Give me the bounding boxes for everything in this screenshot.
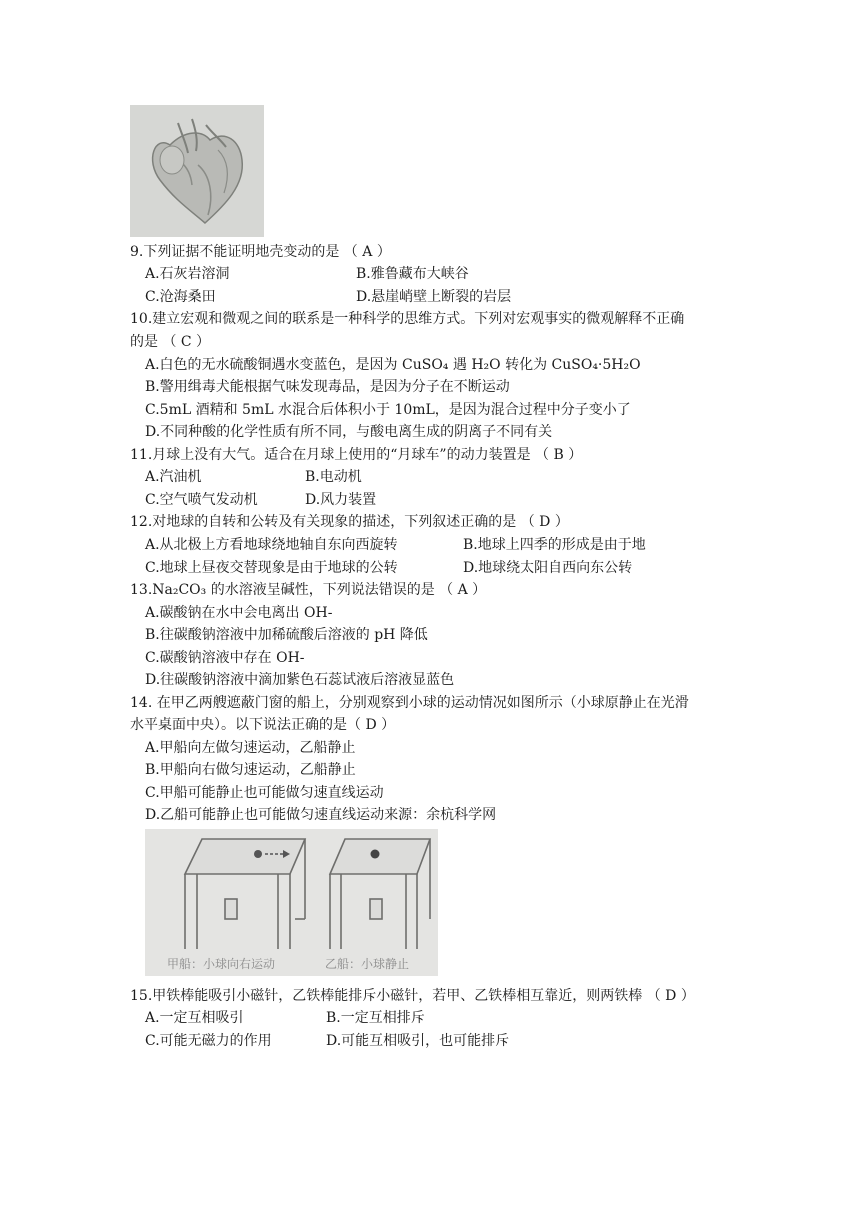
left-ball-icon bbox=[254, 850, 262, 858]
question-14-stem-line2: 水平桌面中央）。以下说法正确的是（ D ） bbox=[130, 717, 396, 733]
question-12-option-a: A.从北极上方看地球绕地轴自东向西旋转 bbox=[145, 537, 398, 553]
question-12-stem: 12.对地球的自转和公转及有关现象的描述，下列叙述正确的是 （ D ） bbox=[130, 514, 569, 530]
question-15-option-a: A.一定互相吸引 bbox=[145, 1010, 244, 1026]
question-15-option-d: D.可能互相吸引，也可能排斥 bbox=[326, 1033, 510, 1049]
question-15-option-c: C.可能无磁力的作用 bbox=[145, 1033, 272, 1049]
heart-sketch-icon bbox=[130, 105, 264, 237]
question-14-option-a: A.甲船向左做匀速运动，乙船静止 bbox=[145, 740, 356, 756]
question-9-option-b: B.雅鲁藏布大峡谷 bbox=[356, 266, 469, 282]
ship-tables-figure bbox=[145, 829, 438, 976]
question-11-option-b: B.电动机 bbox=[305, 469, 362, 485]
question-12-option-c: C.地球上昼夜交替现象是由于地球的公转 bbox=[145, 560, 398, 576]
question-10-option-d: D.不同种酸的化学性质有所不同，与酸电离生成的阴离子不同有关 bbox=[145, 424, 553, 440]
question-10-stem-line2: 的是 （ C ） bbox=[130, 334, 211, 350]
question-15-option-b: B.一定互相排斥 bbox=[326, 1010, 425, 1026]
figure-caption-right: 乙船：小球静止 bbox=[325, 957, 410, 971]
question-11-stem: 11.月球上没有大气。适合在月球上使用的“月球车”的动力装置是 （ B ） bbox=[130, 447, 583, 463]
question-14-option-d: D.乙船可能静止也可能做匀速直线运动来源：余杭科学网 bbox=[145, 807, 497, 823]
question-13-option-c: C.碳酸钠溶液中存在 OH- bbox=[145, 650, 305, 666]
question-13-stem: 13.Na₂CO₃ 的水溶液呈碱性，下列说法错误的是 （ A ） bbox=[130, 582, 487, 598]
question-11-option-a: A.汽油机 bbox=[145, 469, 202, 485]
question-9-stem: 9.下列证据不能证明地壳变动的是 （ A ） bbox=[130, 244, 391, 260]
question-11-option-d: D.风力装置 bbox=[305, 492, 377, 508]
question-10-option-b: B.警用缉毒犬能根据气味发现毒品，是因为分子在不断运动 bbox=[145, 379, 510, 395]
question-13-option-a: A.碳酸钠在水中会电离出 OH- bbox=[145, 605, 333, 621]
question-9-option-a: A.石灰岩溶洞 bbox=[145, 266, 230, 282]
question-11-option-c: C.空气喷气发动机 bbox=[145, 492, 258, 508]
right-ball-icon bbox=[371, 850, 380, 859]
heart-diagram-image bbox=[130, 105, 264, 237]
question-14-option-c: C.甲船可能静止也可能做匀速直线运动 bbox=[145, 785, 384, 801]
question-13-option-d: D.往碳酸钠溶液中滴加紫色石蕊试液后溶液显蓝色 bbox=[145, 672, 455, 688]
question-9-option-c: C.沧海桑田 bbox=[145, 289, 216, 305]
question-10-option-c: C.5mL 酒精和 5mL 水混合后体积小于 10mL，是因为混合过程中分子变小了 bbox=[145, 402, 631, 418]
figure-caption-left: 甲船：小球向右运动 bbox=[167, 957, 276, 971]
question-12-option-d: D.地球绕太阳自西向东公转 bbox=[463, 560, 633, 576]
question-10-stem-line1: 10.建立宏观和微观之间的联系是一种科学的思维方式。下列对宏观事实的微观解释不正确 bbox=[130, 311, 685, 327]
question-12-option-b: B.地球上四季的形成是由于地 bbox=[463, 537, 646, 553]
tables-sketch-icon bbox=[145, 829, 438, 976]
question-13-option-b: B.往碳酸钠溶液中加稀硫酸后溶液的 pH 降低 bbox=[145, 627, 428, 643]
question-10-option-a: A.白色的无水硫酸铜遇水变蓝色，是因为 CuSO₄ 遇 H₂O 转化为 CuSO₄·5H₂O bbox=[145, 357, 641, 373]
question-9-option-d: D.悬崖峭壁上断裂的岩层 bbox=[356, 289, 512, 305]
question-14-stem-line1: 14. 在甲乙两艘遮蔽门窗的船上，分别观察到小球的运动情况如图所示（小球原静止在光滑 bbox=[130, 695, 689, 711]
question-15-stem: 15.甲铁棒能吸引小磁针，乙铁棒能排斥小磁针，若甲、乙铁棒相互靠近，则两铁棒 （ D ） bbox=[130, 988, 695, 1004]
question-14-option-b: B.甲船向右做匀速运动，乙船静止 bbox=[145, 762, 356, 778]
